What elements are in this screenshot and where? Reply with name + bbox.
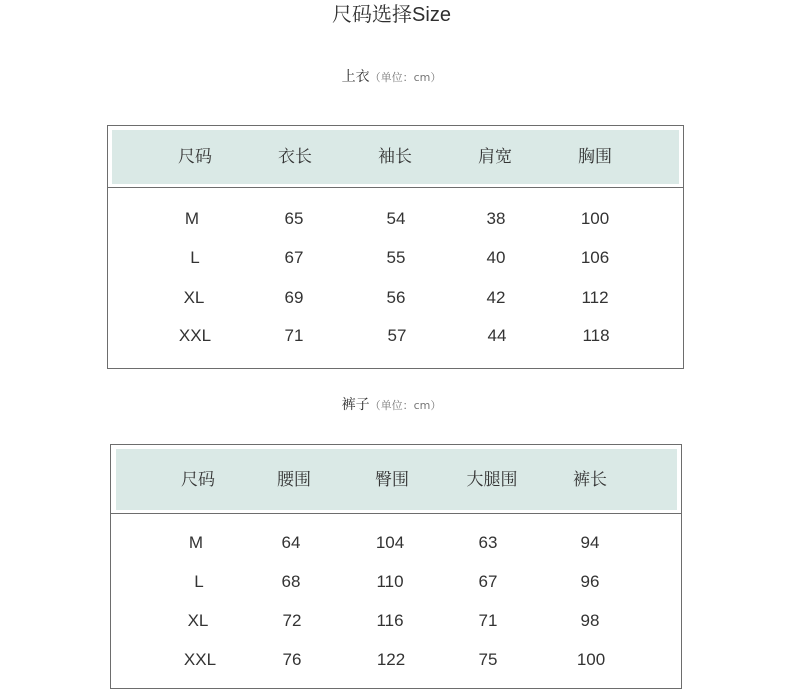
pants-header-hip: 臀围 — [375, 470, 409, 490]
pants-cell-length-xl: 98 — [580, 611, 600, 630]
tops-size-table — [107, 125, 684, 369]
tops-cell-length-m: 65 — [284, 209, 304, 228]
tops-cell-length-l: 67 — [284, 248, 304, 267]
tops-cell-sleeve-m: 54 — [386, 209, 406, 228]
pants-cell-length-xxl: 100 — [576, 650, 606, 669]
pants-header-thigh: 大腿围 — [466, 470, 518, 490]
tops-header-length: 衣长 — [278, 147, 312, 167]
tops-cell-chest-xl: 112 — [581, 288, 609, 307]
tops-cell-shoulder-xxl: 44 — [487, 326, 507, 345]
tops-cell-size-xl: XL — [183, 288, 205, 307]
pants-header-divider — [111, 513, 681, 514]
pants-cell-waist-xxl: 76 — [282, 650, 302, 669]
pants-cell-thigh-xxl: 75 — [478, 650, 498, 669]
page-title-cn: 尺码选择 — [332, 2, 413, 26]
tops-section-label — [0, 67, 783, 88]
pants-section-label — [0, 395, 783, 416]
tops-header-chest: 胸围 — [578, 147, 612, 167]
tops-cell-shoulder-xl: 42 — [486, 288, 506, 307]
pants-cell-thigh-xl: 71 — [478, 611, 498, 630]
tops-unit: （单位：cm） — [369, 71, 442, 84]
tops-cell-length-xl: 69 — [284, 288, 304, 307]
page-title — [0, 0, 783, 28]
tops-cell-shoulder-l: 40 — [486, 248, 506, 267]
pants-cell-length-m: 94 — [580, 533, 600, 552]
pants-cell-thigh-m: 63 — [478, 533, 498, 552]
tops-cell-sleeve-xxl: 57 — [387, 326, 407, 345]
pants-cell-length-l: 96 — [580, 572, 600, 591]
pants-label: 裤子 — [341, 397, 370, 413]
pants-cell-size-xl: XL — [187, 611, 209, 630]
tops-header-sleeve: 袖长 — [378, 147, 412, 167]
pants-cell-waist-xl: 72 — [282, 611, 302, 630]
tops-label: 上衣 — [341, 69, 370, 85]
pants-cell-size-m: M — [188, 533, 204, 552]
tops-header-size: 尺码 — [178, 147, 212, 167]
pants-unit: （单位：cm） — [369, 399, 442, 412]
tops-cell-size-l: L — [190, 248, 200, 267]
tops-cell-chest-xxl: 118 — [582, 326, 610, 345]
pants-header-length: 裤长 — [573, 470, 607, 490]
tops-cell-size-xxl: XXL — [178, 326, 212, 345]
page-title-en: Size — [412, 4, 451, 26]
pants-cell-hip-xl: 116 — [376, 611, 404, 630]
tops-cell-chest-m: 100 — [580, 209, 610, 228]
pants-cell-waist-l: 68 — [281, 572, 301, 591]
pants-cell-thigh-l: 67 — [478, 572, 498, 591]
pants-cell-hip-xxl: 122 — [376, 650, 406, 669]
pants-cell-size-xxl: XXL — [183, 650, 217, 669]
pants-header-size: 尺码 — [181, 470, 215, 490]
tops-header-divider — [108, 187, 683, 188]
pants-size-table — [110, 444, 682, 689]
tops-cell-size-m: M — [184, 209, 200, 228]
pants-header-waist: 腰围 — [277, 470, 311, 490]
tops-cell-sleeve-l: 55 — [386, 248, 406, 267]
tops-cell-chest-l: 106 — [580, 248, 610, 267]
pants-cell-hip-m: 104 — [375, 533, 405, 552]
pants-cell-size-l: L — [194, 572, 204, 591]
pants-cell-hip-l: 110 — [376, 572, 404, 591]
tops-cell-shoulder-m: 38 — [486, 209, 506, 228]
tops-cell-length-xxl: 71 — [284, 326, 304, 345]
tops-cell-sleeve-xl: 56 — [386, 288, 406, 307]
tops-header-shoulder: 肩宽 — [478, 147, 512, 167]
pants-cell-waist-m: 64 — [281, 533, 301, 552]
